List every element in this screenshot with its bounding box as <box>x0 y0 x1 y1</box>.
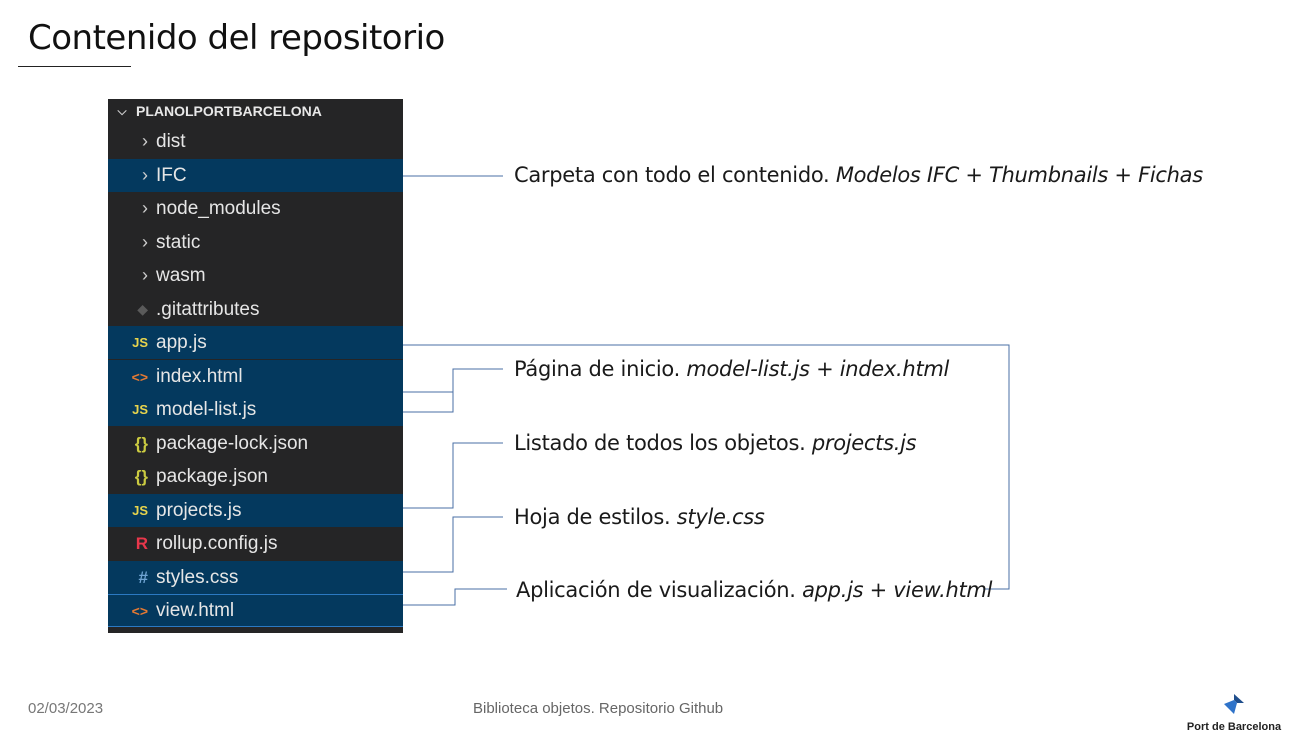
annotation-visualizacion: Aplicación de visualización. app.js + view.html <box>516 578 993 602</box>
chevron-down-icon: ⌵ <box>117 103 127 118</box>
explorer-item-label: static <box>156 231 201 253</box>
slide-title: Contenido del repositorio <box>28 18 445 58</box>
explorer-item-label: index.html <box>156 365 243 387</box>
explorer-root-label: PLANOLPORTBARCELONA <box>136 103 322 119</box>
connector-view-html <box>403 589 507 605</box>
explorer-item-label: projects.js <box>156 499 242 521</box>
css-file-icon: # <box>138 567 148 587</box>
explorer-item-label: app.js <box>156 331 207 353</box>
explorer-item-label: .gitattributes <box>156 298 260 320</box>
port-logo <box>1186 694 1282 733</box>
explorer-item-label: model-list.js <box>156 398 257 420</box>
git-icon: ◆ <box>137 301 148 317</box>
js-file-icon: JS <box>132 335 148 350</box>
html-file-icon: <> <box>131 368 148 385</box>
connector-model-list-js <box>403 392 453 412</box>
chevron-right-icon: › <box>142 198 148 218</box>
chevron-right-icon: › <box>142 232 148 252</box>
annotation-ifc: Carpeta con todo el contenido. Modelos IFC + Thumbnails + Fichas <box>514 163 1203 187</box>
explorer-item-label: dist <box>156 130 186 152</box>
js-file-icon: JS <box>132 402 148 417</box>
explorer-item-label: IFC <box>156 164 187 186</box>
rollup-file-icon: R <box>135 533 148 553</box>
html-file-icon: <> <box>131 602 148 619</box>
annotation-inicio: Página de inicio. model-list.js + index.html <box>514 357 950 381</box>
explorer-item-label: wasm <box>156 264 206 286</box>
chevron-right-icon: › <box>142 131 148 151</box>
port-logo-icon <box>1223 694 1245 714</box>
connector-styles-css <box>403 517 503 572</box>
connector-projects-js <box>403 443 503 508</box>
annotation-listado: Listado de todos los objetos. projects.js <box>514 431 917 455</box>
explorer-item-label: rollup.config.js <box>156 532 278 554</box>
footer-title: Biblioteca objetos. Repositorio Github <box>473 700 724 717</box>
explorer-item-label: package-lock.json <box>156 432 309 454</box>
explorer-item-label: package.json <box>156 465 268 487</box>
annotation-estilos: Hoja de estilos. style.css <box>514 505 765 529</box>
json-file-icon: {} <box>134 433 148 453</box>
js-file-icon: JS <box>132 503 148 518</box>
logo-text: Port de Barcelona <box>1186 721 1282 733</box>
explorer-item-label: styles.css <box>156 566 239 588</box>
explorer-item-label: view.html <box>156 599 235 621</box>
json-file-icon: {} <box>134 466 148 486</box>
connector-index-html <box>403 369 503 392</box>
connector-app-js <box>403 345 1009 589</box>
explorer-item-label: node_modules <box>156 197 281 219</box>
chevron-right-icon: › <box>142 265 148 285</box>
footer-date: 02/03/2023 <box>28 700 104 717</box>
chevron-right-icon: › <box>142 165 148 185</box>
